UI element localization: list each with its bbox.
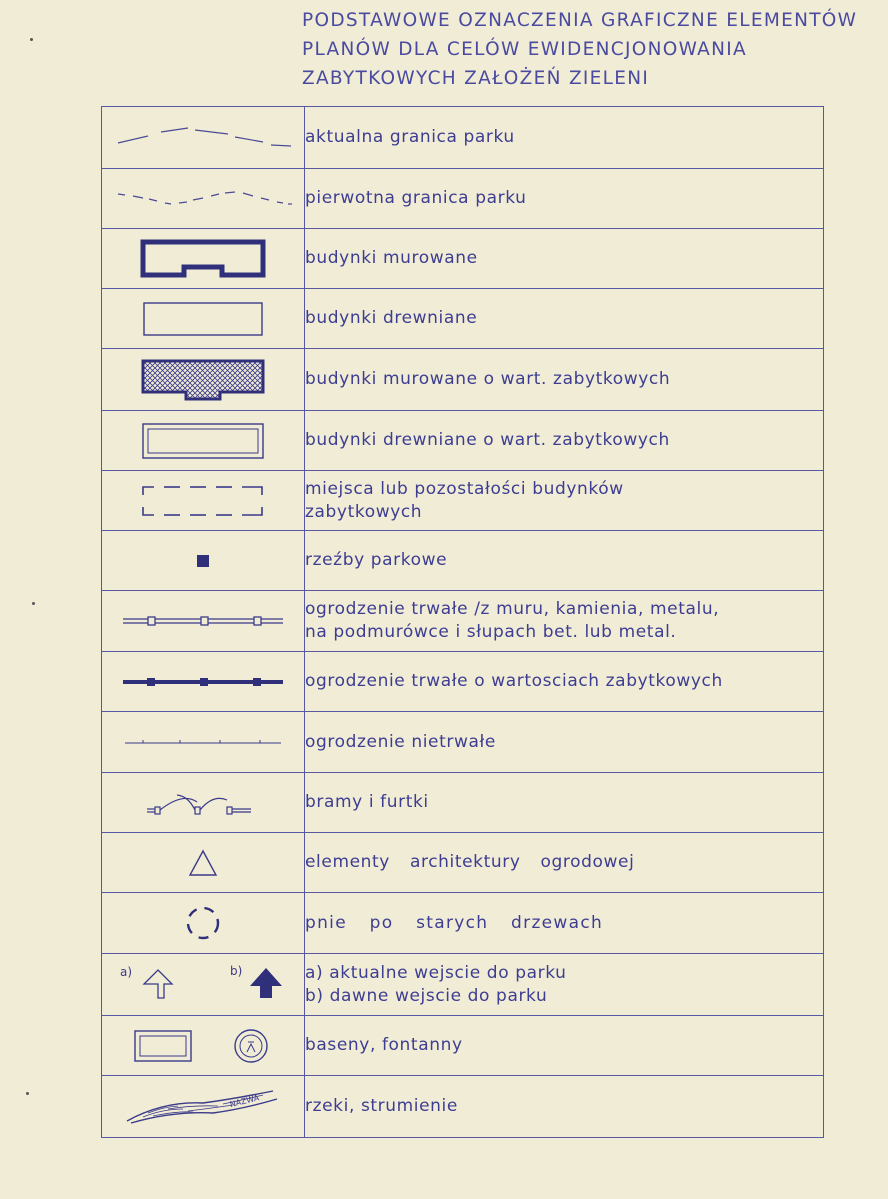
- description-text: b) dawne wejscie do parku: [305, 985, 548, 1006]
- description-cell: [305, 712, 824, 773]
- symbol-cell: [102, 289, 305, 349]
- title-line-3: ZABYTKOWYCH ZAŁOŻEŃ ZIELENI: [302, 68, 650, 89]
- description-cell: [305, 531, 824, 591]
- legend-row: [102, 107, 824, 169]
- description-cell: [305, 411, 824, 471]
- title-line-2: PLANÓW DLA CELÓW EWIDENCJONOWANIA: [302, 39, 747, 60]
- description-text: elementy architektury ogrodowej: [305, 852, 635, 872]
- legend-row: [102, 471, 824, 531]
- pools-fountains-symbol: [133, 1026, 273, 1066]
- description-text: pierwotna granica parku: [305, 188, 527, 208]
- river-name-badge: NAZWA: [228, 1092, 261, 1109]
- description-text: budynki drewniane: [305, 308, 478, 328]
- description-cell: [305, 349, 824, 411]
- symbol-cell: [102, 954, 305, 1016]
- symbol-cell: [102, 107, 305, 169]
- description-cell: [305, 289, 824, 349]
- description-text: miejsca lub pozostałości budynków: [305, 478, 624, 499]
- legend-row: [102, 229, 824, 289]
- tree-stumps-symbol: [184, 904, 222, 942]
- wooden-building-symbol: [142, 300, 264, 338]
- permanent-fence-symbol: [121, 611, 285, 631]
- description-text: baseny, fontanny: [305, 1035, 463, 1055]
- legend-row: [102, 289, 824, 349]
- description-text: ogrodzenie trwałe o wartosciach zabytkowych: [305, 671, 723, 691]
- description-cell: [305, 107, 824, 169]
- description-cell: [305, 229, 824, 289]
- legend-row: [102, 893, 824, 954]
- description-text: rzeki, strumienie: [305, 1096, 458, 1116]
- historic-masonry-building-symbol: [140, 358, 266, 402]
- description-text: pnie po starych drzewach: [305, 912, 604, 933]
- historic-permanent-fence-symbol: [121, 672, 285, 692]
- description-text: zabytkowych: [305, 501, 423, 522]
- symbol-cell: [102, 1016, 305, 1076]
- symbol-cell: [102, 712, 305, 773]
- legend-row: [102, 954, 824, 1016]
- description-text: budynki drewniane o wart. zabytkowych: [305, 430, 670, 450]
- paper-speck: [30, 38, 33, 41]
- actual-park-boundary-symbol: [113, 123, 293, 153]
- paper-speck: [32, 602, 35, 605]
- description-cell: [305, 652, 824, 712]
- temporary-fence-symbol: [123, 736, 283, 748]
- description-text: aktualna granica parku: [305, 127, 515, 147]
- original-park-boundary-symbol: [113, 184, 293, 214]
- symbol-cell: [102, 1076, 305, 1138]
- masonry-building-symbol: [140, 239, 266, 279]
- building-remains-symbol: [140, 481, 266, 521]
- description-cell: [305, 1076, 824, 1138]
- legend-row: [102, 773, 824, 833]
- entrance-label-b: b): [230, 963, 243, 978]
- description-cell: [305, 471, 824, 531]
- description-cell: [305, 169, 824, 229]
- symbol-cell: [102, 349, 305, 411]
- symbol-cell: [102, 833, 305, 893]
- park-entrance-symbol: [118, 962, 288, 1008]
- description-cell: [305, 773, 824, 833]
- description-text: budynki murowane o wart. zabytkowych: [305, 369, 671, 389]
- description-cell: [305, 954, 824, 1016]
- description-text: a) aktualne wejscie do parku: [305, 962, 567, 983]
- description-text: ogrodzenie nietrwałe: [305, 731, 496, 752]
- entrance-label-a: a): [120, 964, 133, 979]
- legend-row: [102, 1016, 824, 1076]
- garden-architecture-symbol: [188, 849, 218, 877]
- legend-row: [102, 712, 824, 773]
- description-text: na podmurówce i słupach bet. lub metal.: [305, 622, 677, 642]
- legend-row: [102, 591, 824, 652]
- rivers-streams-symbol: [123, 1087, 283, 1127]
- symbol-cell: [102, 531, 305, 591]
- legend-row: [102, 169, 824, 229]
- title-line-1: PODSTAWOWE OZNACZENIA GRAFICZNE ELEMENTÓW: [302, 10, 858, 31]
- paper-speck: [26, 1092, 29, 1095]
- description-text: budynki murowane: [305, 248, 478, 268]
- symbol-cell: [102, 652, 305, 712]
- description-cell: [305, 893, 824, 954]
- gates-symbol: [143, 788, 263, 818]
- description-cell: [305, 833, 824, 893]
- historic-wooden-building-symbol: [141, 421, 265, 461]
- description-cell: [305, 1016, 824, 1076]
- description-text: ogrodzenie trwałe /z muru, kamienia, metalu,: [305, 599, 720, 619]
- description-cell: [305, 591, 824, 652]
- symbol-cell: [102, 471, 305, 531]
- symbol-cell: [102, 591, 305, 652]
- legend-row: [102, 833, 824, 893]
- legend-row: [102, 1076, 824, 1138]
- legend-row: [102, 411, 824, 471]
- symbol-cell: [102, 893, 305, 954]
- legend-row: [102, 349, 824, 411]
- legend-row: [102, 531, 824, 591]
- page-title: [302, 6, 872, 93]
- legend-table: [101, 106, 824, 1138]
- legend-row: [102, 652, 824, 712]
- symbol-cell: [102, 411, 305, 471]
- symbol-cell: [102, 773, 305, 833]
- description-text: rzeźby parkowe: [305, 550, 448, 570]
- symbol-cell: [102, 229, 305, 289]
- symbol-cell: [102, 169, 305, 229]
- sculpture-symbol: [196, 554, 210, 568]
- description-text: bramy i furtki: [305, 792, 429, 812]
